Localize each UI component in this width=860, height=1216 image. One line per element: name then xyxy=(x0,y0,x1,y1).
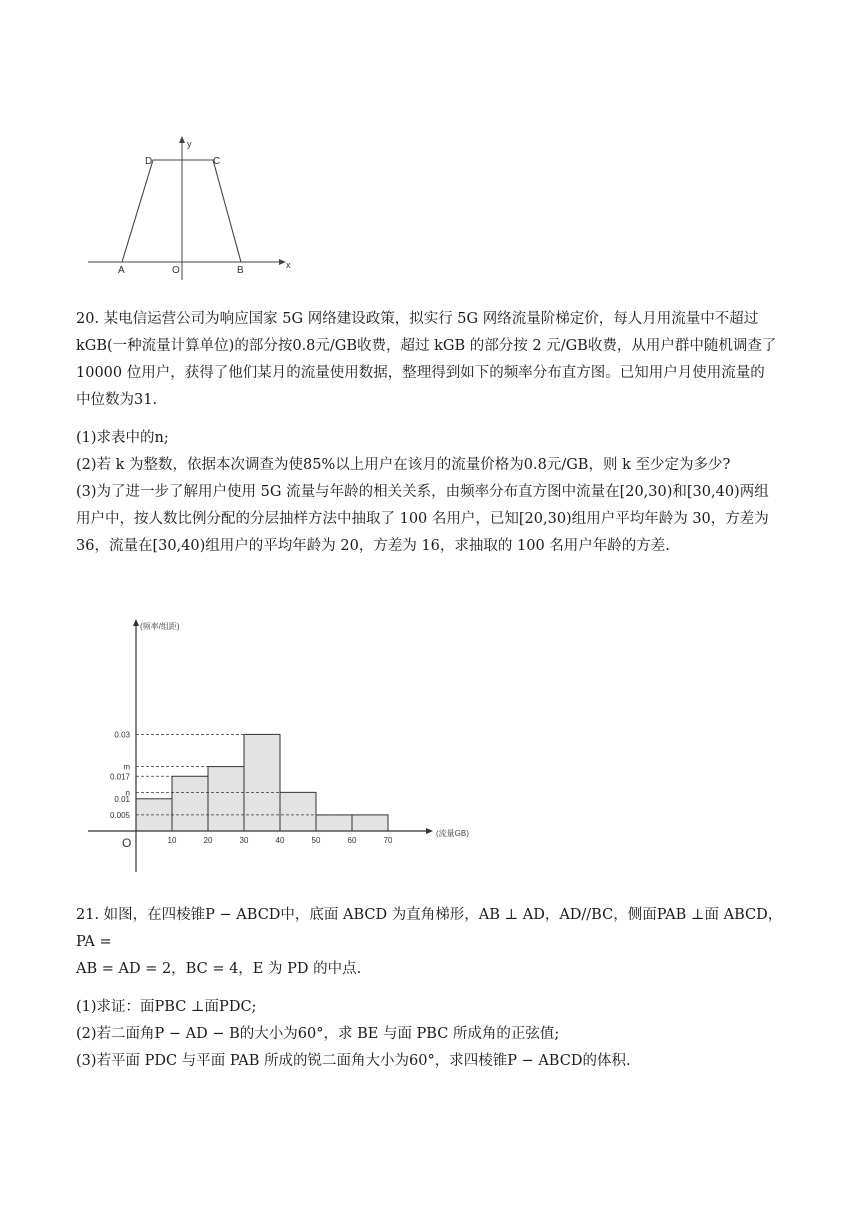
histogram-bar xyxy=(316,815,352,831)
q21-part: (1)求证：面PBC ⊥面PDC; xyxy=(76,999,257,1015)
label-a: A xyxy=(118,265,125,276)
q20-intro-line: 20. 某电信运营公司为响应国家 5G 网络建设政策，拟实行 5G 网络流量阶梯定价，每人月用流量中不超过 xyxy=(76,311,759,327)
histogram-bar xyxy=(280,792,316,831)
q20-intro-line: kGB(一种流量计算单位)的部分按0.8元/GB收费，超过 kGB 的部分按 2 元/GB收费，从用户群中随机调查了 xyxy=(76,338,777,354)
hist-ytick-label: m xyxy=(123,762,130,772)
q21-part: (2)若二面角P − AD − B的大小为60°，求 BE 与面 PBC 所成角的正弦值; xyxy=(76,1026,560,1042)
hist-ytick-label: 0.03 xyxy=(114,730,130,740)
histogram-bar xyxy=(244,734,280,831)
question-21 xyxy=(76,902,786,1075)
label-o: O xyxy=(172,265,180,276)
label-b: B xyxy=(237,265,244,276)
label-y: y xyxy=(187,139,192,149)
q20-part: 用户中，按人数比例分配的分层抽样方法中抽取了 100 名用户，已知[20,30)组用户平均年龄为 30，方差为 xyxy=(76,511,769,527)
hist-xtick-label: 60 xyxy=(347,836,357,845)
q20-part: (3)为了进一步了解用户使用 5G 流量与年龄的相关关系，由频率分布直方图中流量在[20,30)和[30,40)两组 xyxy=(76,484,769,500)
hist-y-arrow xyxy=(133,619,139,626)
hist-xtick-label: 30 xyxy=(239,836,249,845)
q20-intro-line: 10000 位用户，获得了他们某月的流量使用数据，整理得到如下的频率分布直方图。已知用户月使用流量的 xyxy=(76,365,765,381)
q21-intro-line: AB = AD = 2，BC = 4，E 为 PD 的中点. xyxy=(76,961,362,977)
hist-origin: O xyxy=(122,836,132,850)
q20-part: 36，流量在[30,40)组用户的平均年龄为 20，方差为 16，求抽取的 100 名用户年龄的方差. xyxy=(76,538,670,554)
q20-part: (2)若 k 为整数，依据本次调查为使85%以上用户在该月的流量价格为0.8元/GB，则 k 至少定为多少? xyxy=(76,457,731,473)
hist-xtick-label: 50 xyxy=(311,836,321,845)
hist-ytick-label: 0.005 xyxy=(109,810,130,820)
histogram-bar xyxy=(352,815,388,831)
q21-part: (3)若平面 PDC 与平面 PAB 所成的锐二面角大小为60°，求四棱锥P − ABCD的体积. xyxy=(76,1053,631,1069)
hist-x-arrow xyxy=(426,828,433,834)
y-axis-arrow xyxy=(179,136,185,143)
hist-ytick-label: 0.017 xyxy=(109,772,130,782)
frequency-histogram xyxy=(86,614,486,874)
histogram-bar xyxy=(172,776,208,831)
hist-ytick-label: n xyxy=(125,788,130,798)
hist-xtick-label: 40 xyxy=(275,836,285,845)
histogram-bar xyxy=(208,767,244,831)
label-d: D xyxy=(145,156,153,167)
hist-xlabel: (流量GB) xyxy=(436,829,469,838)
hist-xtick-label: 20 xyxy=(203,836,213,845)
label-x: x xyxy=(286,260,291,270)
hist-xtick-label: 10 xyxy=(167,836,177,845)
label-c: C xyxy=(213,156,221,167)
q20-part: (1)求表中的n; xyxy=(76,430,169,446)
question-20 xyxy=(76,306,786,560)
x-axis-arrow xyxy=(279,259,286,265)
q21-intro-line: 21. 如图，在四棱锥P − ABCD中，底面 ABCD 为直角梯形，AB ⊥ AD，AD//BC，侧面PAB ⊥面 ABCD，PA = xyxy=(76,907,783,950)
hist-ytick-label: 0.01 xyxy=(114,794,130,804)
q20-intro-line: 中位数为31. xyxy=(76,392,158,408)
hist-ylabel: (频率/组距) xyxy=(140,622,180,631)
hist-xtick-label: 70 xyxy=(383,836,393,845)
trapezoid-figure xyxy=(86,132,306,292)
